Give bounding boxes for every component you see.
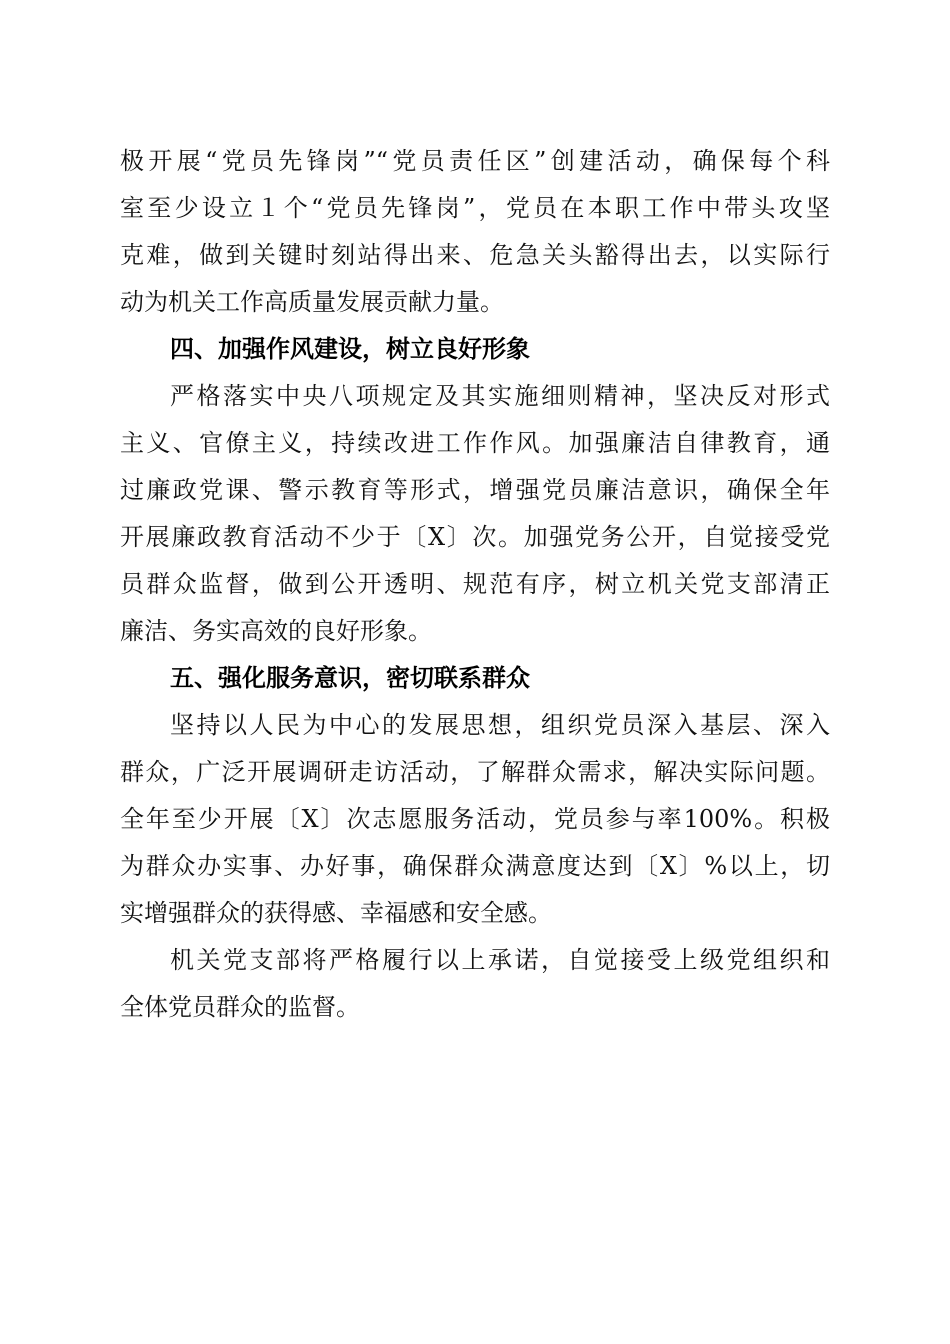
paragraph-line: 严格落实中央八项规定及其实施细则精神，坚决反对形式	[170, 382, 830, 410]
paragraph-line: 室至少设立１个“党员先锋岗”，党员在本职工作中带头攻坚	[120, 194, 830, 222]
paragraph-line: 坚持以人民为中心的发展思想，组织党员深入基层、深入	[170, 711, 830, 739]
paragraph-line: 员群众监督，做到公开透明、规范有序，树立机关党支部清正	[120, 570, 830, 598]
paragraph-line: 全年至少开展〔X〕次志愿服务活动，党员参与率100%。积极	[120, 805, 830, 833]
paragraph-line: 动为机关工作高质量发展贡献力量。	[120, 288, 504, 316]
closing-line: 机关党支部将严格履行以上承诺，自觉接受上级党组织和	[170, 946, 830, 974]
section-heading-5: 五、强化服务意识，密切联系群众	[170, 664, 530, 692]
paragraph-line: 廉洁、务实高效的良好形象。	[120, 617, 432, 645]
paragraph-line: 过廉政党课、警示教育等形式，增强党员廉洁意识，确保全年	[120, 476, 830, 504]
paragraph-line: 主义、官僚主义，持续改进工作作风。加强廉洁自律教育，通	[120, 429, 830, 457]
paragraph-line: 群众，广泛开展调研走访活动，了解群众需求，解决实际问题。	[120, 758, 830, 786]
paragraph-line: 克难，做到关键时刻站得出来、危急关头豁得出去，以实际行	[120, 241, 830, 269]
section-heading-4: 四、加强作风建设，树立良好形象	[170, 335, 530, 363]
paragraph-line: 开展廉政教育活动不少于〔X〕次。加强党务公开，自觉接受党	[120, 523, 830, 551]
closing-line: 全体党员群众的监督。	[120, 993, 360, 1021]
paragraph-line: 实增强群众的获得感、幸福感和安全感。	[120, 899, 552, 927]
paragraph-line: 为群众办实事、办好事，确保群众满意度达到〔X〕%以上，切	[120, 852, 830, 880]
paragraph-line: 极开展“党员先锋岗”“党员责任区”创建活动，确保每个科	[120, 147, 830, 175]
